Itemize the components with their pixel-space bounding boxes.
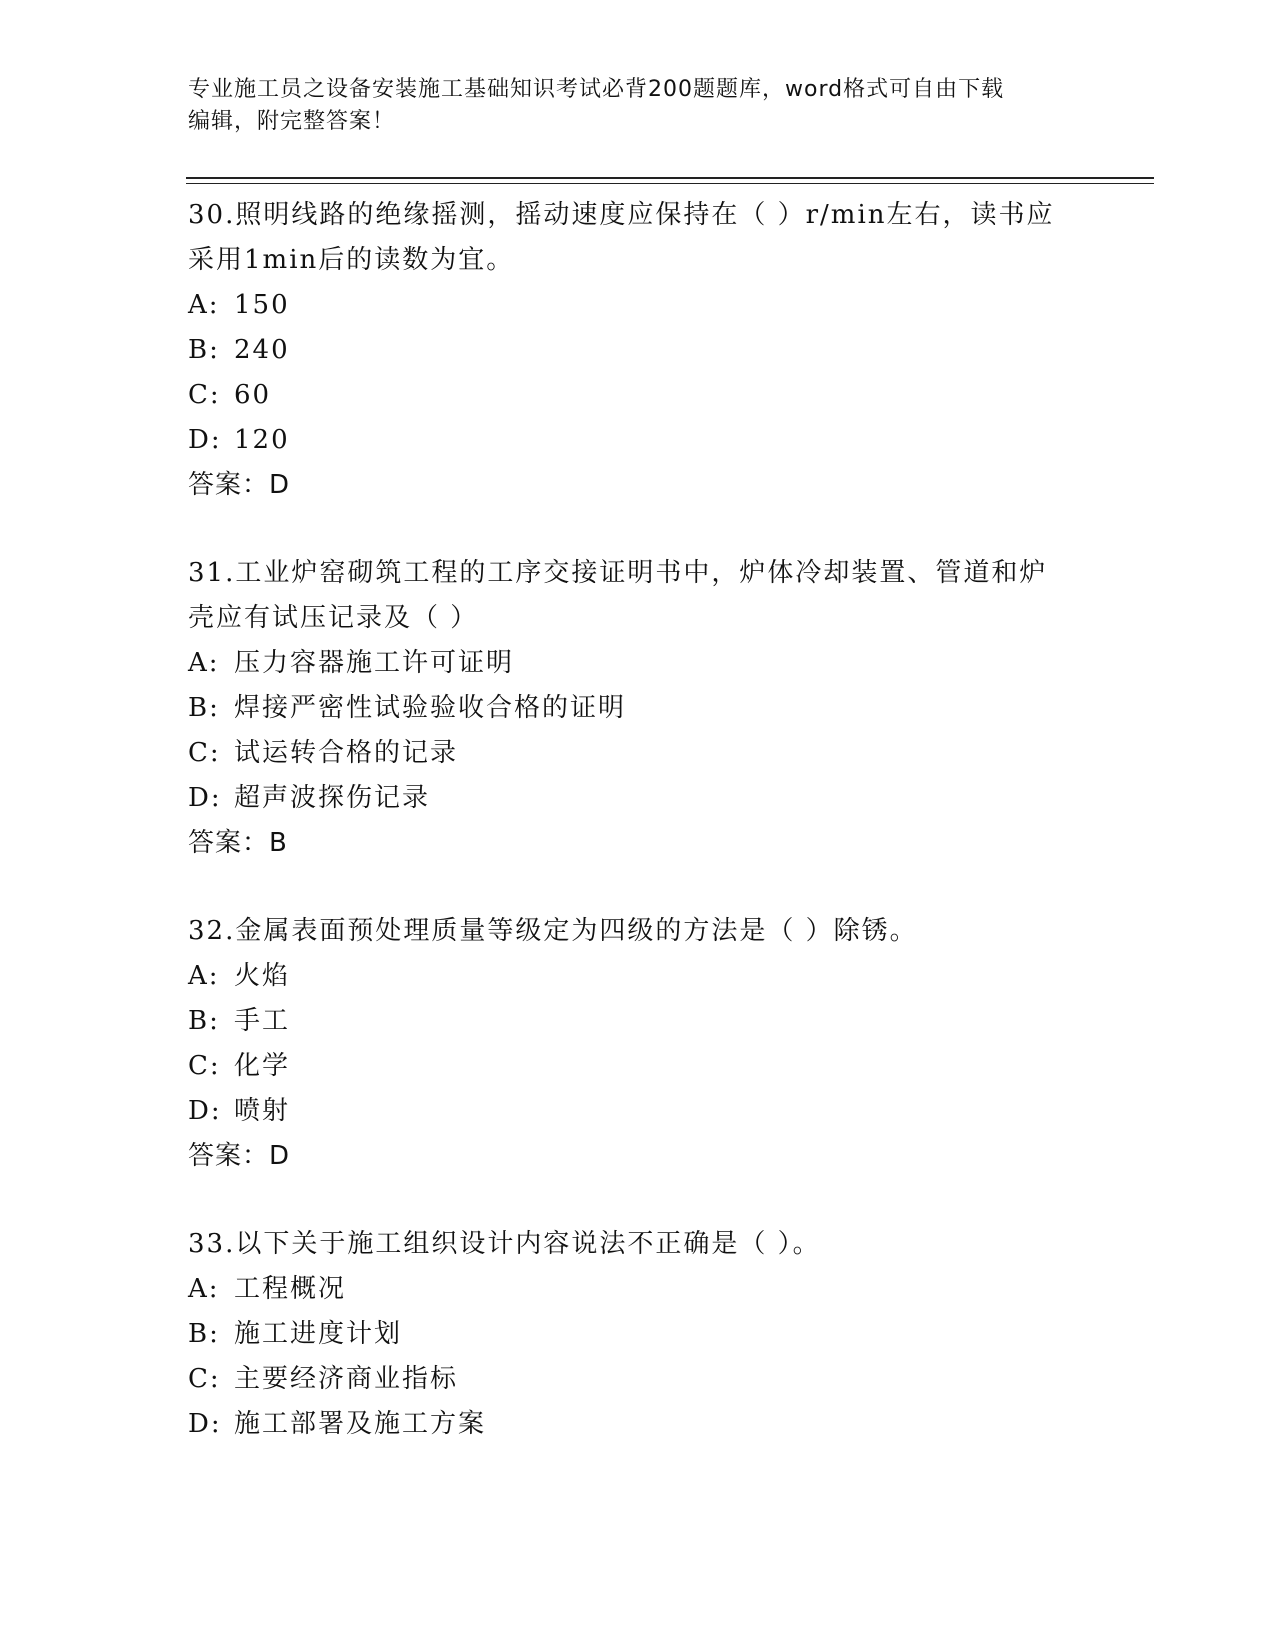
option-c — [188, 1044, 1088, 1089]
option-text: 焊接严密性试验验收合格的证明 — [234, 693, 627, 723]
option-text: 120 — [234, 425, 290, 455]
option-text: 60 — [234, 380, 272, 410]
question-text-line: 33.以下关于施工组织设计内容说法不正确是（ ）。 — [188, 1229, 821, 1259]
option-text: 工程概况 — [234, 1274, 347, 1304]
header-line-1: 专业施工员之设备安装施工基础知识考试必背200题题库，word格式可自由下载 — [188, 77, 1005, 102]
option-d — [188, 1089, 1088, 1134]
option-c — [188, 1357, 1088, 1402]
option-key: A: — [188, 961, 220, 991]
answer: 答案：D — [188, 1141, 291, 1171]
header-line-2: 编辑，附完整答案！ — [188, 109, 396, 134]
option-text: 主要经济商业指标 — [234, 1364, 459, 1394]
question-list — [188, 193, 1088, 1491]
option-text: 喷射 — [234, 1096, 291, 1126]
question-text-line: 31.工业炉窑砌筑工程的工序交接证明书中，炉体冷却装置、管道和炉 — [188, 558, 1048, 588]
option-a — [188, 641, 1088, 686]
option-text: 超声波探伤记录 — [234, 783, 431, 813]
question-text-line: 30.照明线路的绝缘摇测，摇动速度应保持在（ ）r/min左右，读书应 — [188, 200, 1055, 230]
option-key: B: — [188, 1319, 220, 1349]
answer: 答案：D — [188, 470, 291, 500]
option-key: B: — [188, 693, 220, 723]
option-key: D: — [188, 1096, 222, 1126]
option-text: 化学 — [234, 1051, 291, 1081]
header-divider-bottom — [186, 183, 1154, 184]
option-key: B: — [188, 335, 220, 365]
option-a — [188, 283, 1088, 328]
option-key: A: — [188, 290, 220, 320]
question-32 — [188, 909, 1088, 1178]
option-d — [188, 776, 1088, 821]
option-key: A: — [188, 1274, 220, 1304]
option-key: C: — [188, 1364, 221, 1394]
option-text: 手工 — [234, 1006, 291, 1036]
question-text-line: 壳应有试压记录及（ ） — [188, 603, 479, 633]
option-key: D: — [188, 1409, 222, 1439]
option-key: C: — [188, 738, 221, 768]
option-text: 施工部署及施工方案 — [234, 1409, 487, 1439]
option-text: 火焰 — [234, 961, 291, 991]
question-text-line: 采用1min后的读数为宜。 — [188, 245, 515, 275]
option-b — [188, 686, 1088, 731]
option-d — [188, 418, 1088, 463]
option-b — [188, 999, 1088, 1044]
option-key: D: — [188, 425, 222, 455]
question-30 — [188, 193, 1088, 507]
answer: 答案：B — [188, 828, 288, 858]
question-31 — [188, 551, 1088, 865]
option-c — [188, 373, 1088, 418]
option-a — [188, 1267, 1088, 1312]
option-c — [188, 731, 1088, 776]
option-key: D: — [188, 783, 222, 813]
option-text: 压力容器施工许可证明 — [234, 648, 515, 678]
document-header — [188, 74, 1068, 138]
option-key: B: — [188, 1006, 220, 1036]
option-text: 施工进度计划 — [234, 1319, 403, 1349]
option-key: A: — [188, 648, 220, 678]
option-key: C: — [188, 1051, 221, 1081]
option-a — [188, 954, 1088, 999]
option-d — [188, 1402, 1088, 1447]
option-b — [188, 1312, 1088, 1357]
option-key: C: — [188, 380, 221, 410]
option-text: 240 — [234, 335, 290, 365]
question-text-line: 32.金属表面预处理质量等级定为四级的方法是（ ）除锈。 — [188, 916, 918, 946]
option-text: 150 — [234, 290, 290, 320]
option-text: 试运转合格的记录 — [234, 738, 459, 768]
header-divider-top — [186, 177, 1154, 179]
option-b — [188, 328, 1088, 373]
question-33 — [188, 1222, 1088, 1447]
